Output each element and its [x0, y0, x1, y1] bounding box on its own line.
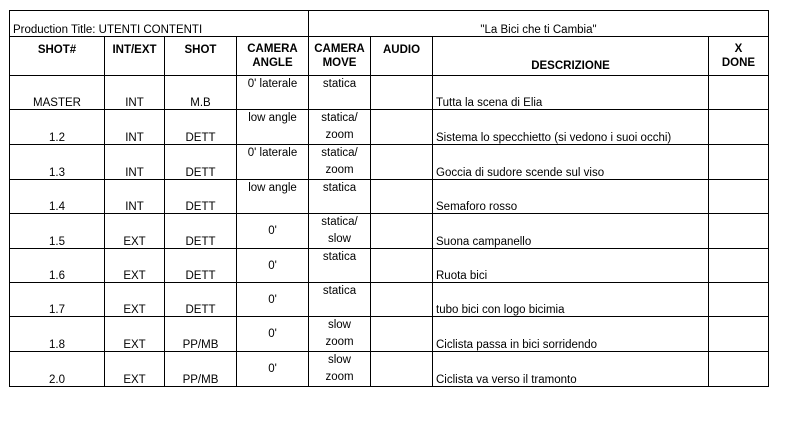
header-shot-no: SHOT# — [10, 37, 105, 76]
header-int-ext: INT/EXT — [105, 37, 165, 76]
camera-move-line1: statica — [322, 251, 357, 263]
camera-move-cell — [309, 214, 371, 249]
camera-move-line1: slow — [327, 319, 351, 331]
camera-move-line1: statica — [322, 285, 357, 297]
table-row — [10, 110, 769, 145]
audio-cell — [371, 249, 433, 283]
done-cell[interactable] — [709, 145, 769, 180]
shot-number-cell: 1.6 — [10, 249, 105, 283]
header-camera-angle-line2: ANGLE — [252, 57, 293, 69]
done-cell[interactable] — [709, 110, 769, 145]
table-row — [10, 180, 769, 214]
table-row — [10, 214, 769, 249]
done-cell[interactable] — [709, 249, 769, 283]
int-ext-cell: EXT — [105, 352, 165, 387]
shot-type-cell: DETT — [165, 214, 237, 249]
title-row — [10, 11, 769, 37]
camera-move-line1: statica/ — [321, 112, 358, 124]
shot-type-cell: DETT — [165, 110, 237, 145]
camera-move-line1: statica — [322, 78, 357, 90]
camera-angle-cell: low angle — [237, 110, 309, 145]
audio-cell — [371, 110, 433, 145]
header-done-line1: X — [734, 43, 743, 55]
table-row — [10, 76, 769, 110]
camera-move-cell — [309, 249, 371, 283]
audio-cell — [371, 180, 433, 214]
description-cell: Semaforo rosso — [433, 180, 709, 214]
description-cell: Suona campanello — [433, 214, 709, 249]
shot-number-cell: 1.7 — [10, 283, 105, 317]
done-cell[interactable] — [709, 283, 769, 317]
camera-move-line1: statica — [322, 182, 357, 194]
table-row — [10, 352, 769, 387]
shot-list-table — [9, 10, 769, 387]
camera-angle-cell: 0' — [237, 352, 309, 387]
table-row — [10, 283, 769, 317]
shot-number-cell: MASTER — [10, 76, 105, 110]
int-ext-cell: EXT — [105, 249, 165, 283]
audio-cell — [371, 214, 433, 249]
int-ext-cell: INT — [105, 180, 165, 214]
header-camera-move — [309, 37, 371, 76]
camera-move-cell — [309, 283, 371, 317]
camera-move-cell — [309, 180, 371, 214]
shot-number-cell: 1.3 — [10, 145, 105, 180]
description-cell: Ciclista passa in bici sorridendo — [433, 317, 709, 352]
header-done-line2: DONE — [721, 57, 756, 69]
shot-type-cell: PP/MB — [165, 352, 237, 387]
shot-number-cell: 2.0 — [10, 352, 105, 387]
film-title: "La Bici che ti Cambia" — [309, 11, 769, 37]
camera-angle-cell: low angle — [237, 180, 309, 214]
description-cell: Goccia di sudore scende sul viso — [433, 145, 709, 180]
camera-move-line1: statica/ — [321, 216, 358, 228]
header-done — [709, 37, 769, 76]
table-row — [10, 249, 769, 283]
done-cell[interactable] — [709, 76, 769, 110]
header-camera-angle-line1: CAMERA — [247, 43, 298, 55]
table-row — [10, 317, 769, 352]
done-cell[interactable] — [709, 352, 769, 387]
shot-number-cell: 1.5 — [10, 214, 105, 249]
camera-angle-cell: 0' — [237, 249, 309, 283]
description-cell: Ciclista va verso il tramonto — [433, 352, 709, 387]
description-cell: Tutta la scena di Elia — [433, 76, 709, 110]
shot-type-cell: DETT — [165, 283, 237, 317]
header-camera-angle — [237, 37, 309, 76]
header-camera-move-line2: MOVE — [322, 57, 357, 69]
description-cell: Sistema lo specchietto (si vedono i suoi occhi) — [433, 110, 709, 145]
shot-type-cell: DETT — [165, 180, 237, 214]
camera-move-line2: zoom — [325, 129, 354, 141]
audio-cell — [371, 352, 433, 387]
camera-angle-cell: 0' — [237, 214, 309, 249]
header-camera-move-line1: CAMERA — [314, 43, 365, 55]
done-cell[interactable] — [709, 317, 769, 352]
camera-angle-cell: 0' — [237, 283, 309, 317]
table-row — [10, 145, 769, 180]
header-audio: AUDIO — [371, 37, 433, 76]
int-ext-cell: EXT — [105, 214, 165, 249]
int-ext-cell: INT — [105, 110, 165, 145]
description-cell: tubo bici con logo bicimia — [433, 283, 709, 317]
camera-move-line1: slow — [327, 354, 351, 366]
camera-move-line2: slow — [327, 233, 351, 245]
shot-number-cell: 1.4 — [10, 180, 105, 214]
audio-cell — [371, 317, 433, 352]
header-descrizione: DESCRIZIONE — [433, 37, 709, 76]
shot-number-cell: 1.2 — [10, 110, 105, 145]
description-cell: Ruota bici — [433, 249, 709, 283]
camera-move-line2: zoom — [325, 336, 354, 348]
int-ext-cell: EXT — [105, 317, 165, 352]
int-ext-cell: EXT — [105, 283, 165, 317]
int-ext-cell: INT — [105, 145, 165, 180]
camera-move-cell — [309, 352, 371, 387]
column-header-row — [10, 37, 769, 76]
header-shot: SHOT — [165, 37, 237, 76]
shot-type-cell: DETT — [165, 249, 237, 283]
shot-number-cell: 1.8 — [10, 317, 105, 352]
camera-move-line1: statica/ — [321, 147, 358, 159]
shot-type-cell: M.B — [165, 76, 237, 110]
camera-move-cell — [309, 110, 371, 145]
int-ext-cell: INT — [105, 76, 165, 110]
camera-move-cell — [309, 76, 371, 110]
audio-cell — [371, 283, 433, 317]
shot-type-cell: DETT — [165, 145, 237, 180]
done-cell[interactable] — [709, 214, 769, 249]
done-cell[interactable] — [709, 180, 769, 214]
camera-angle-cell: 0' laterale — [237, 76, 309, 110]
camera-move-line2: zoom — [325, 371, 354, 383]
audio-cell — [371, 145, 433, 180]
audio-cell — [371, 76, 433, 110]
camera-angle-cell: 0' laterale — [237, 145, 309, 180]
camera-angle-cell: 0' — [237, 317, 309, 352]
camera-move-line2: zoom — [325, 164, 354, 176]
camera-move-cell — [309, 317, 371, 352]
shot-type-cell: PP/MB — [165, 317, 237, 352]
camera-move-cell — [309, 145, 371, 180]
shot-rows — [10, 76, 769, 387]
production-title: Production Title: UTENTI CONTENTI — [10, 11, 309, 37]
